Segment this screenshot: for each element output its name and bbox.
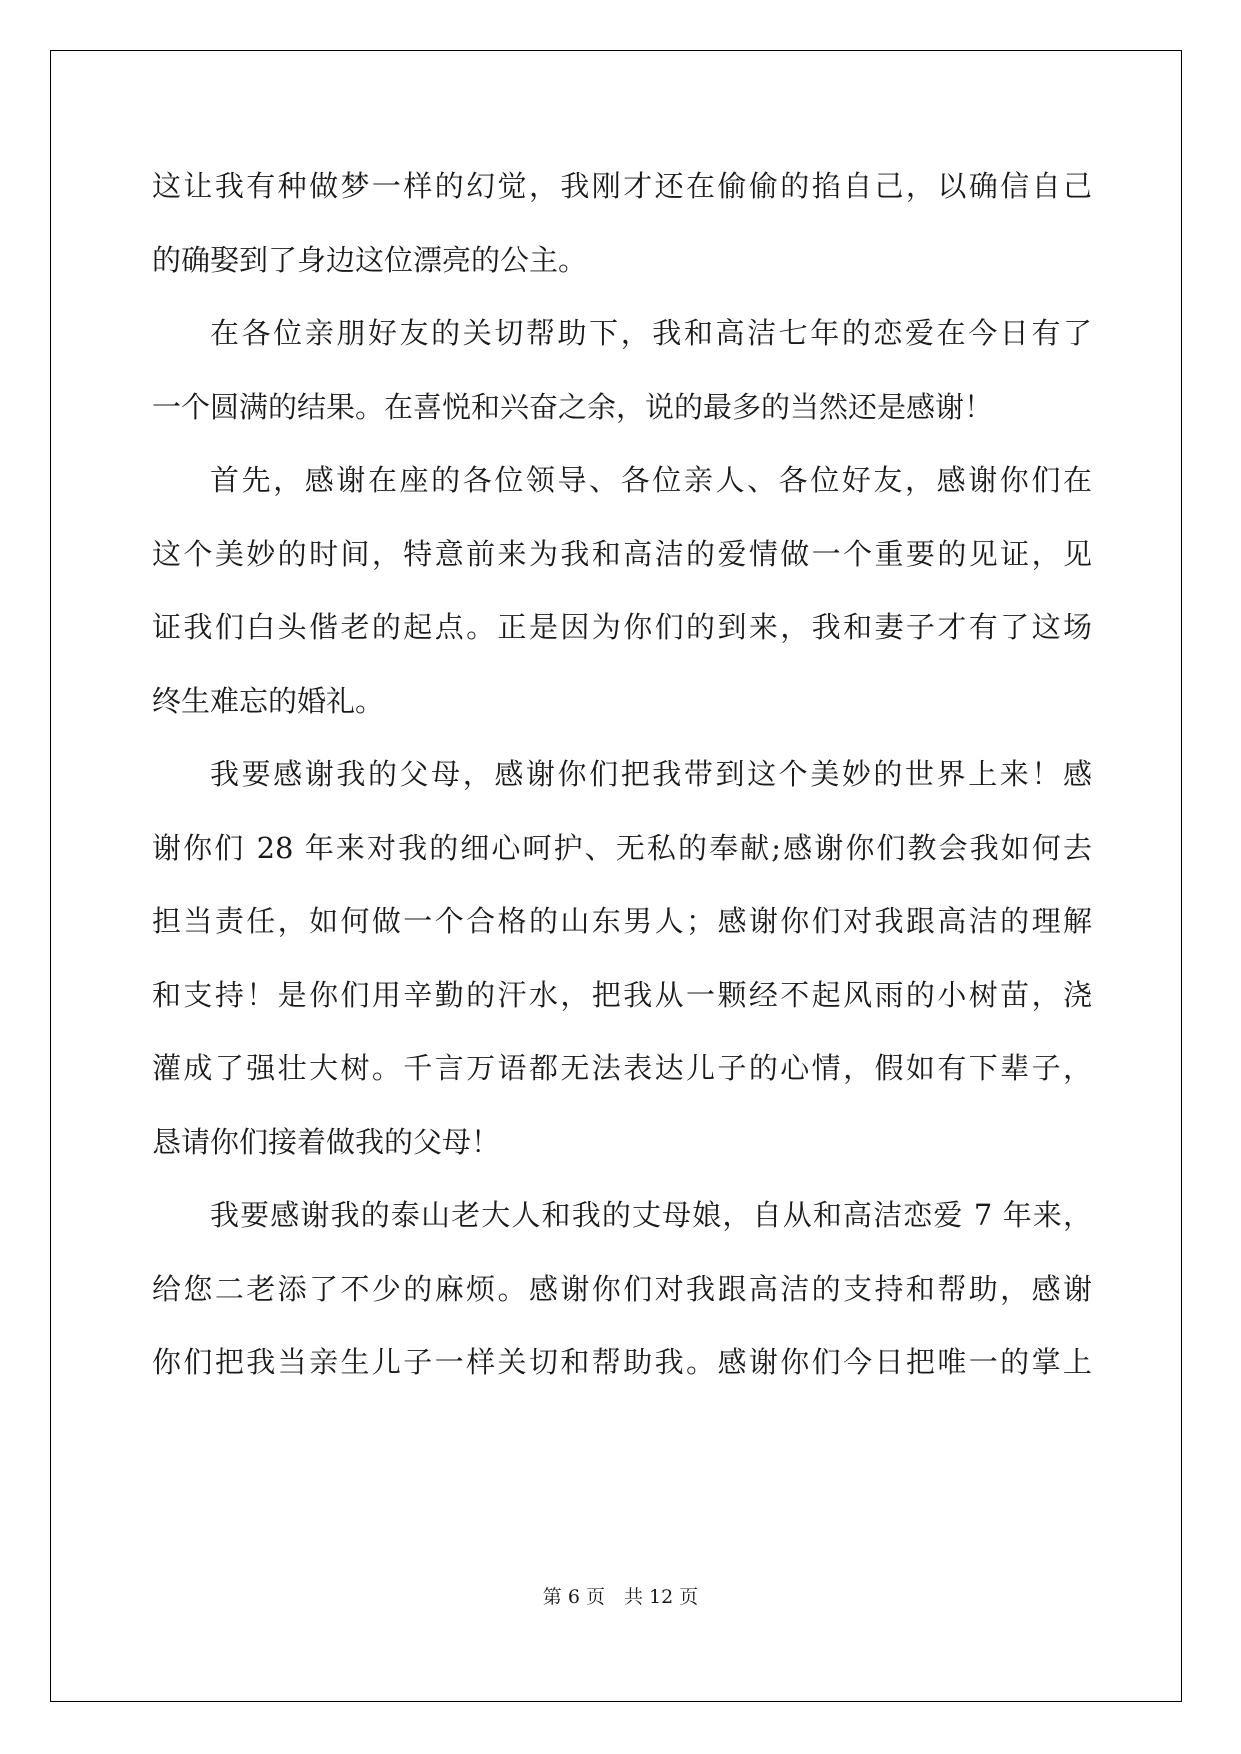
line-text: 我要感谢我的父母，感谢你们把我带到这个美妙的世界上来！感 [210, 757, 1092, 791]
text-line [152, 1118, 1092, 1192]
line-text: 恳请你们接着做我的父母！ [152, 1124, 501, 1159]
text-line [152, 236, 1092, 310]
text-line [152, 1265, 1092, 1339]
line-text: 我要感谢我的泰山老大人和我的丈母娘，自从和高洁恋爱 7 年来， [210, 1198, 1092, 1232]
text-line [152, 1338, 1092, 1412]
page-number-footer: 第 6 页 共 12 页 [542, 1586, 699, 1608]
line-text: 证我们白头偕老的起点。正是因为你们的到来，我和妻子才有了这场 [152, 610, 1092, 644]
line-text: 在各位亲朋好友的关切帮助下，我和高洁七年的恋爱在今日有了 [210, 316, 1092, 350]
text-line [152, 383, 1092, 457]
document-body [152, 162, 1092, 1412]
line-text: 这个美妙的时间，特意前来为我和高洁的爱情做一个重要的见证，见 [152, 536, 1092, 571]
text-line [152, 824, 1092, 898]
text-line [152, 309, 1092, 383]
line-text: 这让我有种做梦一样的幻觉，我刚才还在偷偷的掐自己，以确信自己 [152, 169, 1092, 203]
text-line [152, 603, 1092, 677]
line-text: 灌成了强壮大树。千言万语都无法表达儿子的心情，假如有下辈子， [152, 1051, 1092, 1085]
text-line [152, 1044, 1092, 1118]
line-text: 给您二老添了不少的麻烦。感谢你们对我跟高洁的支持和帮助，感谢 [152, 1271, 1092, 1306]
line-text: 你们把我当亲生儿子一样关切和帮助我。感谢你们今日把唯一的掌上 [152, 1345, 1092, 1379]
line-text: 一个圆满的结果。在喜悦和兴奋之余，说的最多的当然还是感谢！ [152, 389, 994, 424]
text-line [152, 677, 1092, 751]
text-line [152, 1191, 1092, 1265]
text-line [152, 530, 1092, 604]
line-text: 谢你们 28 年来对我的细心呵护、无私的奉献;感谢你们教会我如何去 [152, 830, 1092, 865]
line-text: 担当责任，如何做一个合格的山东男人；感谢你们对我跟高洁的理解 [152, 904, 1092, 938]
text-line [152, 971, 1092, 1045]
line-text: 终生难忘的婚礼。 [152, 683, 385, 718]
line-text: 和支持！是你们用辛勤的汗水，把我从一颗经不起风雨的小树苗，浇 [152, 977, 1092, 1012]
text-line [152, 897, 1092, 971]
text-line [152, 162, 1092, 236]
line-text: 的确娶到了身边这位漂亮的公主。 [152, 242, 588, 277]
text-line [152, 456, 1092, 530]
text-line [152, 750, 1092, 824]
line-text: 首先，感谢在座的各位领导、各位亲人、各位好友，感谢你们在 [210, 463, 1092, 497]
